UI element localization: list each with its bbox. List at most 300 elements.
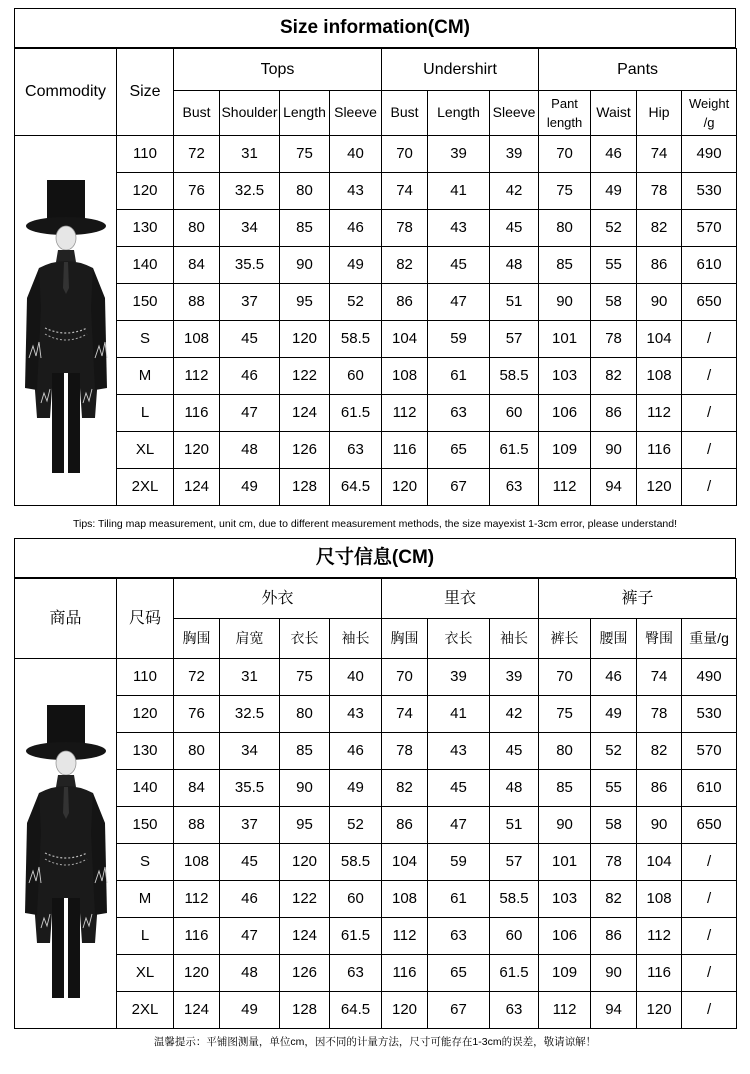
value-cell: 103 — [539, 881, 591, 918]
value-cell: 86 — [382, 807, 428, 844]
value-cell: 80 — [539, 733, 591, 770]
table-row — [15, 173, 737, 210]
value-cell: 120 — [382, 469, 428, 506]
value-cell: 530 — [682, 696, 737, 733]
value-cell: 122 — [280, 358, 330, 395]
value-cell: 106 — [539, 395, 591, 432]
value-cell: 78 — [382, 210, 428, 247]
value-cell: 63 — [490, 992, 539, 1029]
value-cell: 63 — [490, 469, 539, 506]
size-cell: 140 — [117, 247, 174, 284]
value-cell: 90 — [280, 770, 330, 807]
value-cell: 116 — [637, 955, 682, 992]
value-cell: 108 — [382, 881, 428, 918]
value-cell: 490 — [682, 136, 737, 173]
value-cell: 52 — [591, 733, 637, 770]
group-header-undershirt: Undershirt — [382, 49, 539, 91]
column-header: Sleeve — [330, 91, 382, 136]
value-cell: 106 — [539, 918, 591, 955]
value-cell: 80 — [174, 733, 220, 770]
value-cell: 58.5 — [330, 844, 382, 881]
value-cell: 104 — [382, 844, 428, 881]
value-cell: 95 — [280, 807, 330, 844]
value-cell: 49 — [330, 247, 382, 284]
value-cell: 43 — [330, 173, 382, 210]
value-cell: 60 — [490, 918, 539, 955]
value-cell: 530 — [682, 173, 737, 210]
value-cell: 42 — [490, 696, 539, 733]
value-cell: 60 — [330, 881, 382, 918]
value-cell: 78 — [637, 173, 682, 210]
value-cell: 41 — [428, 173, 490, 210]
value-cell: 80 — [539, 210, 591, 247]
group-header-tops: 外衣 — [174, 579, 382, 619]
value-cell: 51 — [490, 284, 539, 321]
value-cell: 47 — [220, 918, 280, 955]
value-cell: 570 — [682, 733, 737, 770]
value-cell: 108 — [382, 358, 428, 395]
value-cell: 48 — [490, 247, 539, 284]
value-cell: 108 — [637, 881, 682, 918]
table-row — [15, 136, 737, 173]
size-cell: 120 — [117, 173, 174, 210]
value-cell: 58 — [591, 807, 637, 844]
column-header: 衣长 — [280, 619, 330, 659]
value-cell: 47 — [428, 284, 490, 321]
column-header: 裤长 — [539, 619, 591, 659]
value-cell: / — [682, 321, 737, 358]
value-cell: 70 — [382, 659, 428, 696]
column-header: Length — [280, 91, 330, 136]
value-cell: 49 — [330, 770, 382, 807]
size-cell: M — [117, 358, 174, 395]
value-cell: / — [682, 992, 737, 1029]
size-cell: 140 — [117, 770, 174, 807]
value-cell: 46 — [330, 210, 382, 247]
value-cell: 94 — [591, 469, 637, 506]
value-cell: 58 — [591, 284, 637, 321]
value-cell: 57 — [490, 321, 539, 358]
column-header: 肩宽 — [220, 619, 280, 659]
value-cell: 61.5 — [490, 955, 539, 992]
value-cell: 120 — [280, 321, 330, 358]
value-cell: 70 — [539, 136, 591, 173]
value-cell: 37 — [220, 807, 280, 844]
value-cell: 63 — [330, 432, 382, 469]
value-cell: 75 — [280, 136, 330, 173]
value-cell: 70 — [382, 136, 428, 173]
value-cell: 116 — [174, 918, 220, 955]
value-cell: 72 — [174, 659, 220, 696]
value-cell: 104 — [382, 321, 428, 358]
value-cell: 84 — [174, 770, 220, 807]
value-cell: 104 — [637, 844, 682, 881]
value-cell: 112 — [174, 358, 220, 395]
value-cell: 51 — [490, 807, 539, 844]
value-cell: 128 — [280, 992, 330, 1029]
size-table — [14, 48, 737, 506]
value-cell: 112 — [174, 881, 220, 918]
value-cell: 82 — [591, 881, 637, 918]
value-cell: 40 — [330, 136, 382, 173]
value-cell: 48 — [490, 770, 539, 807]
column-header: Weight /g — [682, 91, 737, 136]
value-cell: 82 — [637, 210, 682, 247]
value-cell: 120 — [174, 955, 220, 992]
commodity-header: 商品 — [15, 579, 117, 659]
value-cell: 85 — [539, 770, 591, 807]
value-cell: / — [682, 881, 737, 918]
value-cell: 88 — [174, 284, 220, 321]
value-cell: 86 — [591, 918, 637, 955]
value-cell: 76 — [174, 696, 220, 733]
value-cell: 101 — [539, 321, 591, 358]
column-header: 腰围 — [591, 619, 637, 659]
value-cell: 70 — [539, 659, 591, 696]
value-cell: 120 — [382, 992, 428, 1029]
value-cell: 39 — [490, 659, 539, 696]
value-cell: 46 — [220, 881, 280, 918]
value-cell: 57 — [490, 844, 539, 881]
size-cell: L — [117, 395, 174, 432]
value-cell: 46 — [330, 733, 382, 770]
value-cell: 95 — [280, 284, 330, 321]
value-cell: 65 — [428, 955, 490, 992]
value-cell: 112 — [539, 469, 591, 506]
size-cell: 150 — [117, 807, 174, 844]
table-row — [15, 469, 737, 506]
size-cell: L — [117, 918, 174, 955]
group-header-tops: Tops — [174, 49, 382, 91]
table-row — [15, 733, 737, 770]
value-cell: / — [682, 469, 737, 506]
value-cell: 55 — [591, 247, 637, 284]
table-row — [15, 770, 737, 807]
value-cell: 94 — [591, 992, 637, 1029]
value-cell: 109 — [539, 955, 591, 992]
tip-text: Tips: Tiling map measurement, unit cm, due to different measurement methods, the size mayexist 1-3cm error, please understand! — [72, 518, 678, 530]
value-cell: 63 — [428, 918, 490, 955]
value-cell: 52 — [591, 210, 637, 247]
size-cell: S — [117, 844, 174, 881]
group-header-undershirt: 里衣 — [382, 579, 539, 619]
value-cell: 58.5 — [490, 881, 539, 918]
value-cell: 124 — [280, 395, 330, 432]
value-cell: 116 — [382, 955, 428, 992]
value-cell: 610 — [682, 770, 737, 807]
column-header: Pant length — [539, 91, 591, 136]
value-cell: 46 — [591, 659, 637, 696]
value-cell: 58.5 — [330, 321, 382, 358]
table-row — [15, 807, 737, 844]
table-row — [15, 992, 737, 1029]
size-header: Size — [117, 49, 174, 136]
value-cell: 31 — [220, 659, 280, 696]
value-cell: 76 — [174, 173, 220, 210]
table-row — [15, 358, 737, 395]
size-header: 尺码 — [117, 579, 174, 659]
value-cell: 84 — [174, 247, 220, 284]
table-row — [15, 321, 737, 358]
table-row — [15, 210, 737, 247]
value-cell: 490 — [682, 659, 737, 696]
value-cell: 37 — [220, 284, 280, 321]
size-cell: 2XL — [117, 992, 174, 1029]
table-row — [15, 395, 737, 432]
value-cell: 80 — [280, 173, 330, 210]
value-cell: 120 — [637, 992, 682, 1029]
value-cell: 90 — [591, 955, 637, 992]
value-cell: 90 — [637, 807, 682, 844]
value-cell: 49 — [220, 992, 280, 1029]
value-cell: 120 — [174, 432, 220, 469]
value-cell: 90 — [591, 432, 637, 469]
size-cell: 130 — [117, 210, 174, 247]
value-cell: 112 — [382, 395, 428, 432]
value-cell: 90 — [539, 807, 591, 844]
value-cell: 88 — [174, 807, 220, 844]
value-cell: 49 — [220, 469, 280, 506]
value-cell: 64.5 — [330, 992, 382, 1029]
value-cell: 112 — [637, 395, 682, 432]
value-cell: 108 — [637, 358, 682, 395]
size-cell: XL — [117, 955, 174, 992]
value-cell: 43 — [330, 696, 382, 733]
value-cell: 52 — [330, 284, 382, 321]
table-row — [15, 659, 737, 696]
value-cell: 122 — [280, 881, 330, 918]
value-cell: 63 — [330, 955, 382, 992]
value-cell: 108 — [174, 844, 220, 881]
value-cell: 48 — [220, 955, 280, 992]
value-cell: 104 — [637, 321, 682, 358]
value-cell: 74 — [637, 136, 682, 173]
value-cell: 35.5 — [220, 247, 280, 284]
value-cell: 39 — [428, 659, 490, 696]
value-cell: 112 — [637, 918, 682, 955]
value-cell: 45 — [220, 321, 280, 358]
column-header: 袖长 — [490, 619, 539, 659]
size-cell: S — [117, 321, 174, 358]
column-header: Waist — [591, 91, 637, 136]
value-cell: 39 — [490, 136, 539, 173]
table-row — [15, 844, 737, 881]
value-cell: 610 — [682, 247, 737, 284]
size-cell: 120 — [117, 696, 174, 733]
value-cell: 126 — [280, 432, 330, 469]
value-cell: 61.5 — [330, 395, 382, 432]
value-cell: 82 — [382, 770, 428, 807]
value-cell: 116 — [382, 432, 428, 469]
value-cell: 78 — [591, 844, 637, 881]
commodity-image-cell — [15, 659, 117, 1029]
group-header-pants: Pants — [539, 49, 737, 91]
column-header: 胸围 — [174, 619, 220, 659]
column-header: Shoulder — [220, 91, 280, 136]
value-cell: 39 — [428, 136, 490, 173]
value-cell: 46 — [220, 358, 280, 395]
value-cell: 59 — [428, 844, 490, 881]
value-cell: 80 — [174, 210, 220, 247]
column-header: 重量/g — [682, 619, 737, 659]
value-cell: 49 — [591, 173, 637, 210]
column-header: 袖长 — [330, 619, 382, 659]
value-cell: 63 — [428, 395, 490, 432]
value-cell: 34 — [220, 733, 280, 770]
value-cell: 72 — [174, 136, 220, 173]
value-cell: 116 — [637, 432, 682, 469]
value-cell: 45 — [490, 733, 539, 770]
value-cell: 75 — [539, 173, 591, 210]
value-cell: 31 — [220, 136, 280, 173]
value-cell: 86 — [637, 247, 682, 284]
value-cell: / — [682, 844, 737, 881]
value-cell: 32.5 — [220, 696, 280, 733]
value-cell: 74 — [637, 659, 682, 696]
size-chart-en — [14, 8, 736, 536]
value-cell: 90 — [637, 284, 682, 321]
value-cell: 52 — [330, 807, 382, 844]
value-cell: 45 — [428, 770, 490, 807]
chart-title: 尺寸信息(CM) — [14, 538, 736, 578]
value-cell: 124 — [174, 992, 220, 1029]
value-cell: / — [682, 432, 737, 469]
value-cell: 61.5 — [330, 918, 382, 955]
column-header: Bust — [382, 91, 428, 136]
value-cell: 48 — [220, 432, 280, 469]
value-cell: 47 — [428, 807, 490, 844]
value-cell: 112 — [382, 918, 428, 955]
value-cell: 82 — [591, 358, 637, 395]
value-cell: 86 — [591, 395, 637, 432]
value-cell: 47 — [220, 395, 280, 432]
commodity-header: Commodity — [15, 49, 117, 136]
column-header: 衣长 — [428, 619, 490, 659]
column-header: Bust — [174, 91, 220, 136]
size-cell: 150 — [117, 284, 174, 321]
column-header: Hip — [637, 91, 682, 136]
size-cell: 2XL — [117, 469, 174, 506]
table-row — [15, 247, 737, 284]
value-cell: 78 — [591, 321, 637, 358]
value-cell: 128 — [280, 469, 330, 506]
value-cell: 45 — [490, 210, 539, 247]
value-cell: 85 — [280, 733, 330, 770]
value-cell: / — [682, 918, 737, 955]
value-cell: 650 — [682, 284, 737, 321]
value-cell: 86 — [382, 284, 428, 321]
column-header: Length — [428, 91, 490, 136]
value-cell: 49 — [591, 696, 637, 733]
value-cell: 86 — [637, 770, 682, 807]
value-cell: 101 — [539, 844, 591, 881]
value-cell: 43 — [428, 733, 490, 770]
value-cell: 108 — [174, 321, 220, 358]
table-row — [15, 918, 737, 955]
value-cell: 55 — [591, 770, 637, 807]
value-cell: 61.5 — [490, 432, 539, 469]
value-cell: 35.5 — [220, 770, 280, 807]
value-cell: 40 — [330, 659, 382, 696]
value-cell: 60 — [490, 395, 539, 432]
costume-photo — [19, 178, 113, 478]
size-chart-cn — [14, 538, 736, 1058]
value-cell: 59 — [428, 321, 490, 358]
value-cell: 60 — [330, 358, 382, 395]
size-cell: M — [117, 881, 174, 918]
value-cell: 45 — [428, 247, 490, 284]
value-cell: 90 — [280, 247, 330, 284]
value-cell: 65 — [428, 432, 490, 469]
value-cell: 90 — [539, 284, 591, 321]
table-row — [15, 284, 737, 321]
value-cell: 74 — [382, 173, 428, 210]
value-cell: 120 — [280, 844, 330, 881]
table-row — [15, 696, 737, 733]
value-cell: 42 — [490, 173, 539, 210]
value-cell: 43 — [428, 210, 490, 247]
value-cell: 75 — [280, 659, 330, 696]
value-cell: 58.5 — [490, 358, 539, 395]
value-cell: 61 — [428, 881, 490, 918]
size-cell: 130 — [117, 733, 174, 770]
value-cell: 85 — [280, 210, 330, 247]
value-cell: 74 — [382, 696, 428, 733]
value-cell: 109 — [539, 432, 591, 469]
value-cell: 112 — [539, 992, 591, 1029]
value-cell: / — [682, 395, 737, 432]
value-cell: 85 — [539, 247, 591, 284]
value-cell: 64.5 — [330, 469, 382, 506]
value-cell: 124 — [174, 469, 220, 506]
value-cell: / — [682, 358, 737, 395]
value-cell: 61 — [428, 358, 490, 395]
value-cell: 570 — [682, 210, 737, 247]
value-cell: 67 — [428, 469, 490, 506]
commodity-image-cell — [15, 136, 117, 506]
value-cell: 116 — [174, 395, 220, 432]
value-cell: 124 — [280, 918, 330, 955]
value-cell: 46 — [591, 136, 637, 173]
group-header-pants: 裤子 — [539, 579, 737, 619]
value-cell: 75 — [539, 696, 591, 733]
value-cell: 78 — [382, 733, 428, 770]
table-row — [15, 432, 737, 469]
value-cell: 45 — [220, 844, 280, 881]
value-cell: 82 — [382, 247, 428, 284]
column-header: Sleeve — [490, 91, 539, 136]
value-cell: 103 — [539, 358, 591, 395]
table-row — [15, 881, 737, 918]
tip-text: 温馨提示：平铺图测量，单位cm，因不同的计量方法，尺寸可能存在1-3cm的误差，敬请谅解！ — [153, 1036, 597, 1048]
value-cell: 78 — [637, 696, 682, 733]
value-cell: 80 — [280, 696, 330, 733]
value-cell: 41 — [428, 696, 490, 733]
value-cell: 126 — [280, 955, 330, 992]
value-cell: 120 — [637, 469, 682, 506]
size-cell: XL — [117, 432, 174, 469]
size-cell: 110 — [117, 659, 174, 696]
value-cell: 32.5 — [220, 173, 280, 210]
value-cell: / — [682, 955, 737, 992]
size-cell: 110 — [117, 136, 174, 173]
column-header: 胸围 — [382, 619, 428, 659]
chart-title: Size information(CM) — [14, 8, 736, 48]
size-table — [14, 578, 737, 1029]
table-row — [15, 955, 737, 992]
value-cell: 34 — [220, 210, 280, 247]
value-cell: 650 — [682, 807, 737, 844]
